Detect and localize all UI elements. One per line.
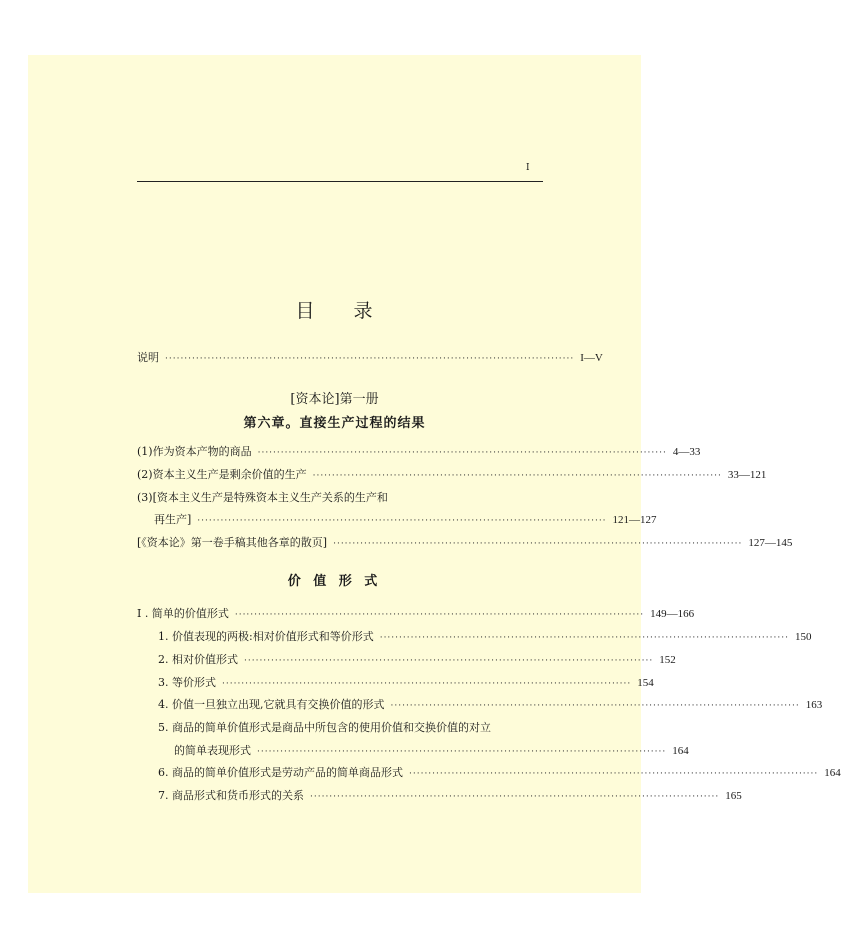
document-page bbox=[28, 55, 841, 893]
leader-dots: ·········································································································· bbox=[165, 354, 575, 364]
toc-entry[interactable] bbox=[158, 698, 823, 713]
leader-dots: ·········································································································· bbox=[390, 701, 800, 711]
toc-entry[interactable] bbox=[154, 513, 657, 528]
toc-entry[interactable] bbox=[158, 630, 812, 645]
page-number: I bbox=[526, 163, 530, 173]
toc-title bbox=[28, 296, 641, 323]
toc-entry[interactable] bbox=[158, 676, 654, 691]
header-rule bbox=[137, 181, 543, 182]
leader-dots: ·········································································································· bbox=[310, 792, 720, 802]
toc-entry-pages: 164 bbox=[672, 745, 689, 757]
toc-title-left: 目 bbox=[295, 300, 316, 322]
toc-entry-pages: 127—145 bbox=[748, 537, 793, 549]
leader-dots: ·········································································································· bbox=[257, 747, 667, 757]
toc-entry-pages: 154 bbox=[637, 677, 654, 689]
leader-dots: ·········································································································· bbox=[244, 656, 654, 666]
toc-entry-pages: 149—166 bbox=[650, 608, 695, 620]
toc-entry-label: 说明 bbox=[137, 351, 159, 364]
toc-entry-label: I . 简单的价值形式 bbox=[137, 607, 229, 620]
leader-dots: ·········································································································· bbox=[333, 539, 743, 549]
leader-dots: ·········································································································· bbox=[379, 633, 789, 643]
toc-entry-pages: 33—121 bbox=[727, 469, 767, 481]
leader-dots: ·········································································································· bbox=[257, 448, 667, 458]
toc-entry-pages: 152 bbox=[659, 654, 676, 666]
leader-dots: ·········································································································· bbox=[234, 610, 645, 620]
toc-entry-pages: I—V bbox=[580, 352, 603, 364]
leader-dots: ·········································································································· bbox=[222, 679, 632, 689]
toc-entry-pages: 163 bbox=[805, 699, 823, 711]
leader-dots: ·········································································································· bbox=[197, 516, 607, 526]
toc-entry-label: 1. 价值表现的两极:相对价值形式和等价形式 bbox=[158, 630, 374, 643]
toc-entry-label: 3. 等价形式 bbox=[158, 676, 216, 689]
book-heading: [资本论]第一册 bbox=[290, 392, 379, 407]
toc-entry-label: 7. 商品形式和货币形式的关系 bbox=[158, 789, 304, 802]
toc-entry[interactable] bbox=[137, 468, 767, 483]
toc-entry-label: (2)资本主义生产是剩余价值的生产 bbox=[137, 468, 307, 481]
toc-entry-pages: 4—33 bbox=[672, 446, 701, 458]
value-form-heading: 价 值 形 式 bbox=[287, 574, 382, 589]
leader-dots: ·········································································································· bbox=[409, 769, 819, 779]
toc-entry-pages: 164 bbox=[824, 767, 841, 779]
toc-entry-label: (1)作为资本产物的商品 bbox=[137, 445, 252, 458]
toc-entry-pages: 121—127 bbox=[612, 514, 657, 526]
toc-entry-label: 2. 相对价值形式 bbox=[158, 653, 238, 666]
toc-entry[interactable] bbox=[158, 766, 841, 781]
toc-entry-pages: 150 bbox=[794, 631, 812, 643]
toc-entry-label[interactable]: (3)[资本主义生产是特殊资本主义生产关系的生产和 bbox=[137, 491, 388, 504]
toc-entry[interactable] bbox=[158, 789, 742, 804]
toc-entry-pages: 165 bbox=[725, 790, 742, 802]
toc-entry-label: 6. 商品的简单价值形式是劳动产品的简单商品形式 bbox=[158, 766, 403, 779]
toc-entry-preface[interactable] bbox=[137, 351, 603, 366]
toc-entry-label: 再生产] bbox=[154, 513, 192, 526]
toc-entry-label: [《资本论》第一卷手稿其他各章的散页] bbox=[137, 536, 328, 549]
toc-entry[interactable] bbox=[137, 536, 793, 551]
toc-entry-label[interactable]: 5. 商品的简单价值形式是商品中所包含的使用价值和交换价值的对立 bbox=[158, 721, 491, 734]
leader-dots: ·········································································································· bbox=[312, 471, 722, 481]
toc-entry[interactable] bbox=[174, 744, 689, 759]
chapter-heading: 第六章。直接生产过程的结果 bbox=[243, 416, 426, 431]
toc-entry-label: 的简单表现形式 bbox=[174, 744, 251, 757]
toc-title-right: 录 bbox=[353, 300, 374, 322]
toc-entry-label: 4. 价值一旦独立出现,它就具有交换价值的形式 bbox=[158, 698, 385, 711]
toc-entry-section[interactable] bbox=[137, 607, 695, 622]
toc-entry[interactable] bbox=[137, 445, 701, 460]
toc-entry[interactable] bbox=[158, 653, 676, 668]
